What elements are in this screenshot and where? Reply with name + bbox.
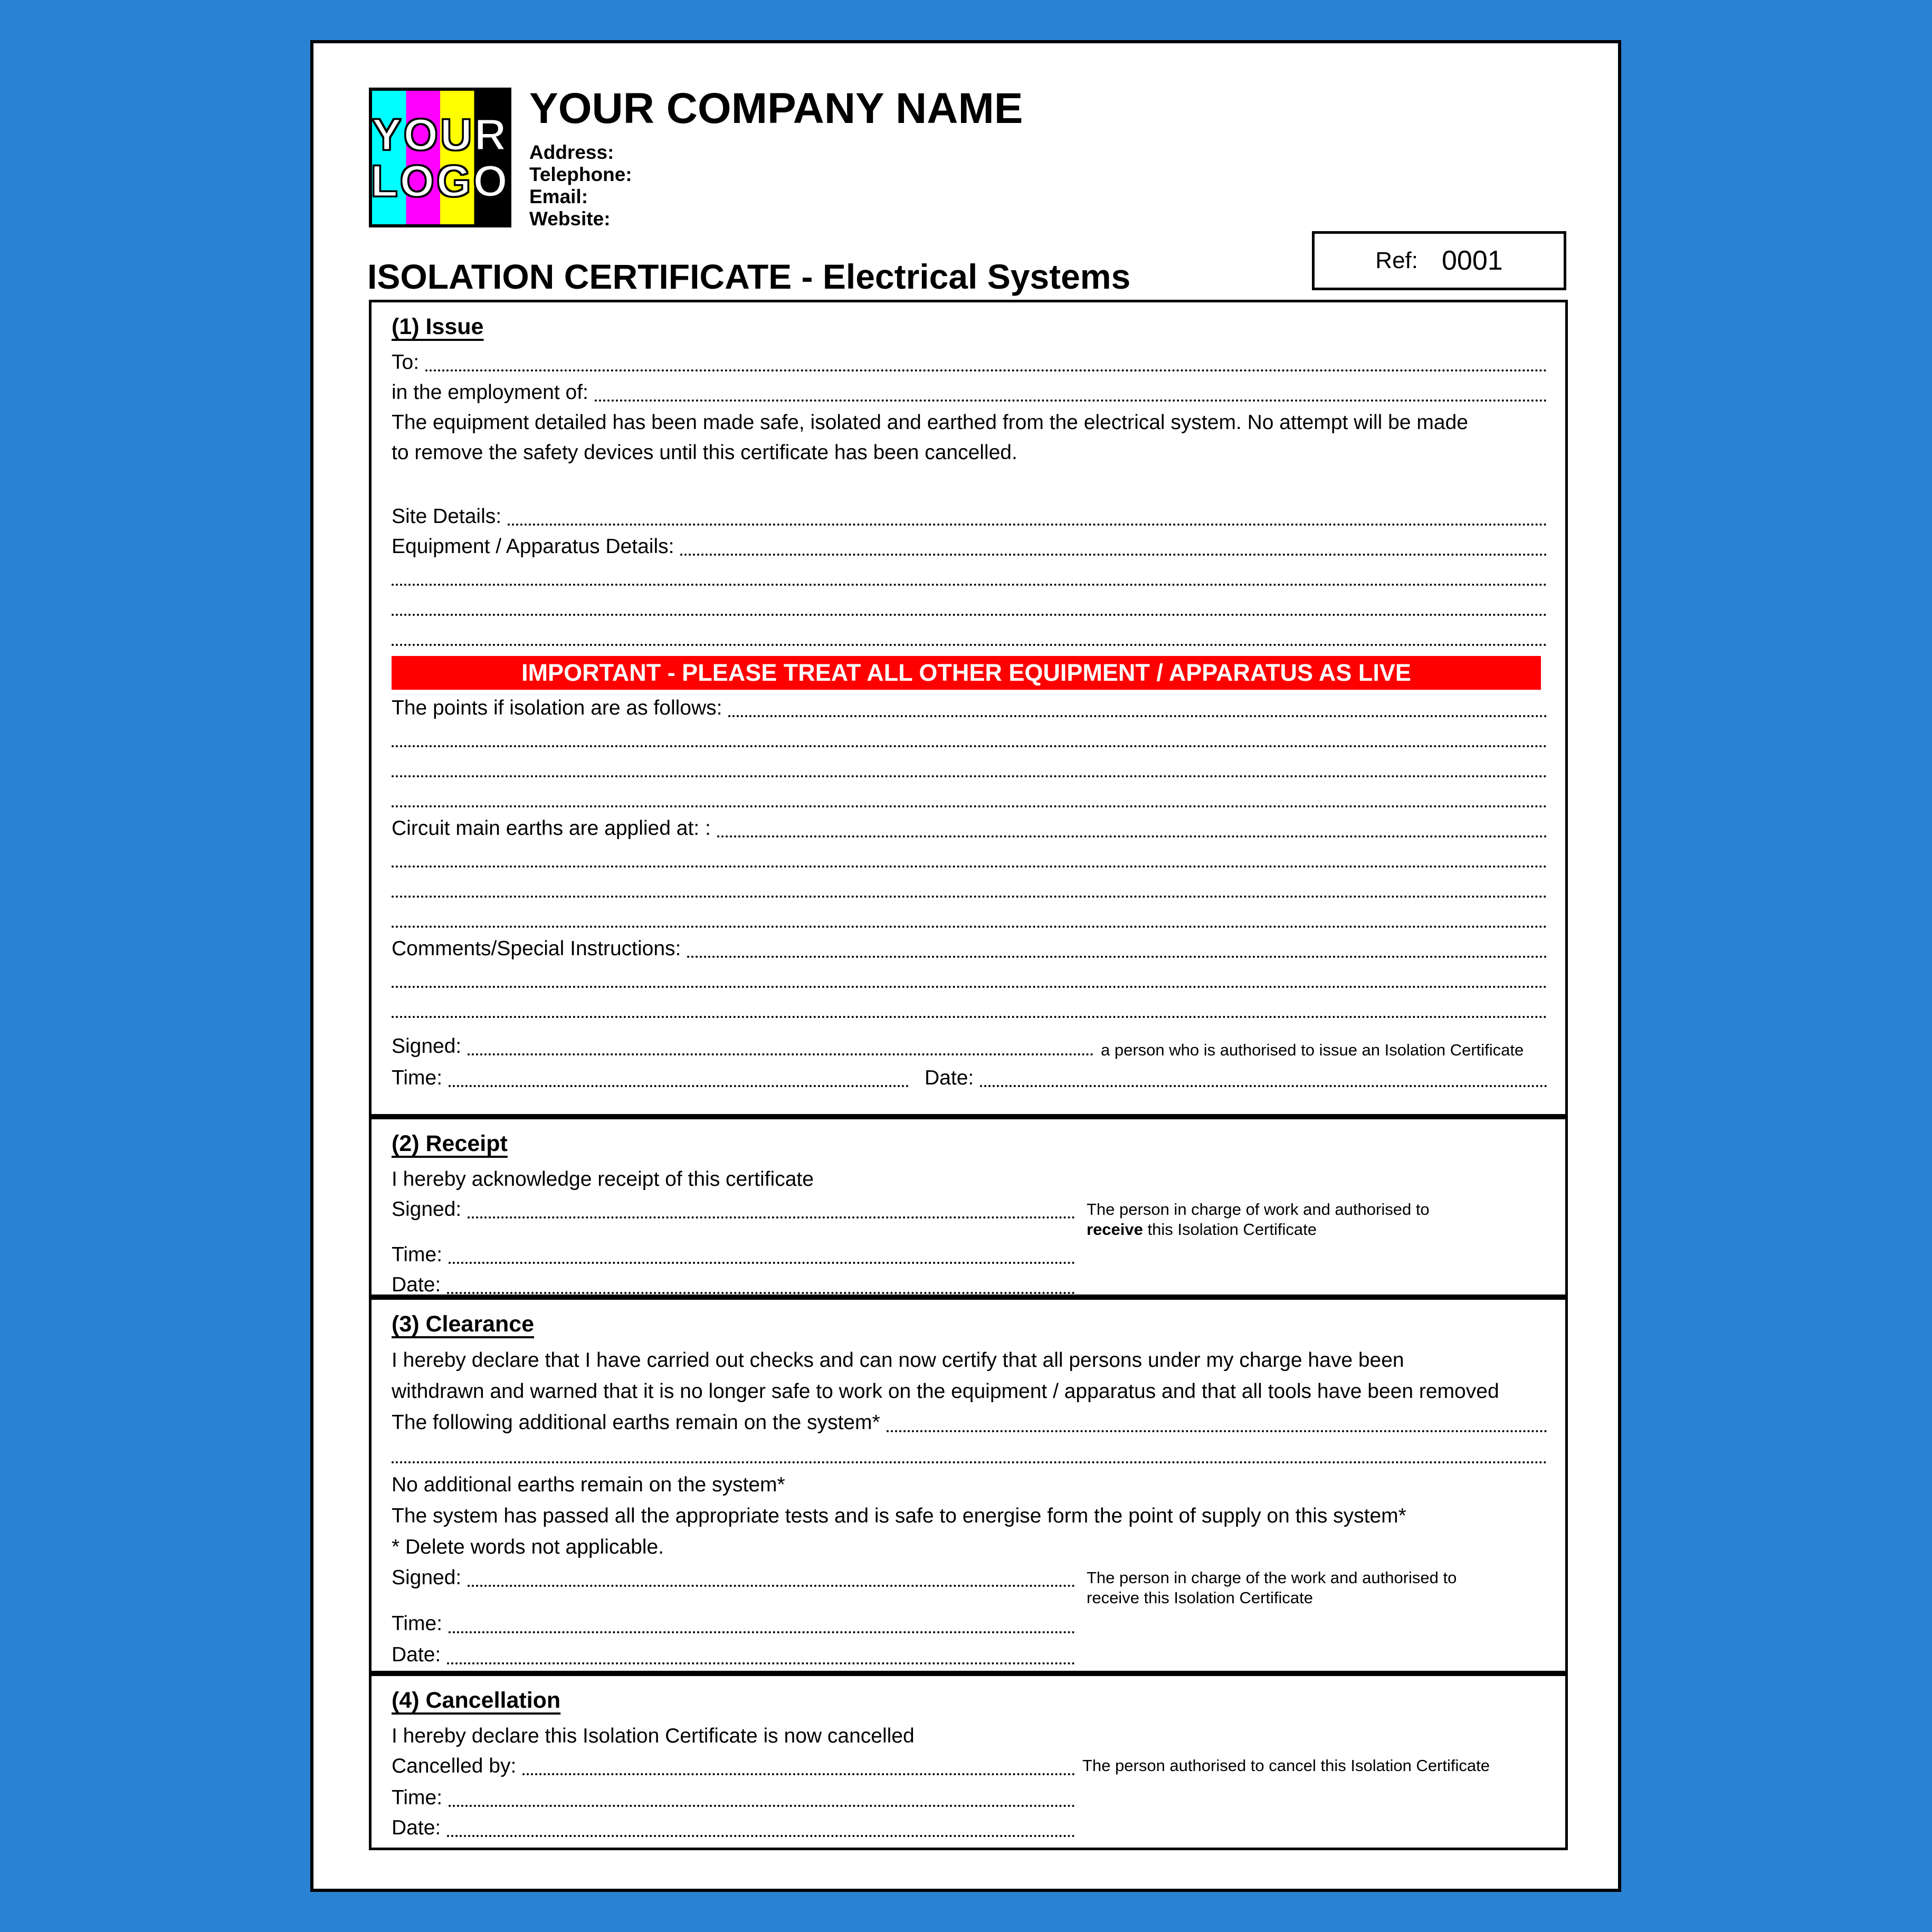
clearance-signed-main (392, 1563, 1075, 1593)
time-label: Time: (392, 1612, 443, 1635)
issue-time-main (392, 1063, 909, 1093)
section-cancellation-heading: (4) Cancellation (392, 1688, 561, 1713)
cancelled-by-main (392, 1751, 1075, 1781)
fill-line-row (392, 783, 1547, 813)
fill-line (392, 745, 1547, 747)
signed-label: Signed: (392, 1035, 462, 1058)
fill-line (392, 926, 1547, 928)
ref-box (1312, 231, 1566, 290)
clearance-signed-row (392, 1563, 1547, 1608)
time-label: Time: (392, 1786, 443, 1809)
isolation-points-row (392, 693, 1547, 723)
signed-fill-line (468, 1053, 1093, 1055)
time-label: Time: (392, 1243, 443, 1266)
fill-line-row (392, 964, 1547, 994)
fill-line (392, 1461, 1547, 1463)
comments-row (392, 934, 1547, 964)
clearance-time-main (392, 1608, 1075, 1639)
additional-earths-fill-line (887, 1430, 1547, 1432)
company-logo (369, 88, 511, 227)
cancelled-by-label: Cancelled by: (392, 1755, 517, 1777)
cancellation-date-main (392, 1813, 1075, 1843)
document-title: ISOLATION CERTIFICATE - Electrical Systems (367, 257, 1131, 296)
to-fill-line (425, 369, 1547, 372)
fill-line (392, 1016, 1547, 1018)
receipt-signed-row (392, 1194, 1547, 1240)
issue-signed-main (392, 1031, 1093, 1061)
receipt-signed-main (392, 1194, 1075, 1224)
fill-line (392, 805, 1547, 807)
equipment-details-row (392, 531, 1547, 561)
cancellation-time-row (392, 1783, 1547, 1813)
fill-line (392, 584, 1547, 586)
receipt-note-receive-bold: receive (1087, 1220, 1143, 1239)
issue-time-date-row (392, 1063, 1547, 1093)
fill-line-row (392, 843, 1547, 873)
receipt-note-rest: this Isolation Certificate (1143, 1220, 1317, 1239)
fill-line-row (392, 903, 1547, 934)
fill-line (392, 614, 1547, 616)
clearance-signed-note (1087, 1568, 1457, 1608)
company-contact-block (529, 141, 632, 230)
cancellation-time-main (392, 1783, 1075, 1813)
fill-line-row (392, 873, 1547, 903)
time-label: Time: (392, 1067, 443, 1089)
receipt-signed-note (1087, 1200, 1430, 1240)
signed-fill-line (468, 1585, 1075, 1587)
receipt-time-main (392, 1240, 1075, 1270)
fill-line-row (392, 561, 1547, 592)
date-label: Date: (392, 1273, 441, 1296)
additional-earths-label: The following additional earths remain on the system* (392, 1411, 880, 1434)
company-name: YOUR COMPANY NAME (529, 84, 1023, 132)
to-label: To: (392, 351, 420, 374)
website-label: Website: (529, 208, 611, 230)
time-fill-line (449, 1262, 1075, 1264)
clearance-date-row (392, 1639, 1547, 1670)
receipt-acknowledge-text: I hereby acknowledge receipt of this certificate (392, 1168, 814, 1191)
to-field-row (392, 347, 1547, 377)
time-fill-line (449, 1631, 1075, 1633)
employment-fill-line (595, 399, 1547, 402)
date-fill-line (447, 1662, 1075, 1664)
receipt-date-main (392, 1270, 1075, 1300)
fill-line-row (392, 592, 1547, 622)
fill-line (392, 986, 1547, 988)
no-additional-earths-text: No additional earths remain on the system* (392, 1473, 785, 1496)
signed-label: Signed: (392, 1198, 462, 1221)
section-receipt-heading: (2) Receipt (392, 1131, 508, 1156)
issue-signed-row (392, 1031, 1547, 1063)
section-cancellation (369, 1673, 1568, 1850)
issue-paragraph-line2: to remove the safety devices until this certificate has been cancelled. (392, 441, 1017, 464)
logo-text-your: YOUR (372, 109, 509, 159)
section-clearance (369, 1297, 1568, 1673)
date-label: Date: (392, 1643, 441, 1666)
comments-label: Comments/Special Instructions: (392, 937, 681, 960)
date-label: Date: (925, 1067, 974, 1089)
date-fill-line (980, 1085, 1547, 1087)
date-fill-line (447, 1292, 1075, 1294)
delete-words-note: * Delete words not applicable. (392, 1536, 664, 1558)
site-details-fill-line (508, 524, 1547, 526)
telephone-label: Telephone: (529, 164, 632, 185)
ref-label: Ref: (1375, 248, 1418, 273)
address-label: Address: (529, 141, 614, 163)
cancelled-by-row (392, 1751, 1547, 1783)
important-warning-banner: IMPORTANT - PLEASE TREAT ALL OTHER EQUIPMENT / APPARATUS AS LIVE (392, 656, 1541, 690)
circuit-earths-fill-line (717, 835, 1547, 837)
additional-earths-row (392, 1407, 1547, 1438)
signed-fill-line (468, 1216, 1075, 1219)
clearance-date-main (392, 1639, 1075, 1670)
receipt-time-row (392, 1240, 1547, 1270)
date-label: Date: (392, 1816, 441, 1839)
receipt-date-row (392, 1270, 1547, 1300)
section-receipt (369, 1117, 1568, 1297)
section-issue (369, 300, 1568, 1117)
certificate-page (310, 40, 1621, 1892)
time-fill-line (449, 1085, 909, 1087)
cancelled-by-fill-line (522, 1773, 1075, 1775)
fill-line (392, 775, 1547, 777)
time-fill-line (449, 1805, 1075, 1807)
site-details-label: Site Details: (392, 505, 502, 528)
cancellation-declaration-text: I hereby declare this Isolation Certificate is now cancelled (392, 1725, 915, 1747)
email-label: Email: (529, 186, 588, 207)
section-clearance-heading: (3) Clearance (392, 1311, 535, 1337)
clearance-declaration-line2: withdrawn and warned that it is no longer safe to work on the equipment / apparatus and that all tools have been removed (392, 1380, 1499, 1403)
fill-line-row (392, 622, 1547, 652)
signed-label: Signed: (392, 1566, 462, 1589)
employment-label: in the employment of: (392, 381, 588, 404)
issue-signed-note: a person who is authorised to issue an Isolation Certificate (1101, 1041, 1524, 1059)
issue-paragraph-line1: The equipment detailed has been made safe, isolated and earthed from the electrical system. No attempt will be made (392, 411, 1468, 434)
fill-line (392, 896, 1547, 898)
clearance-time-row (392, 1608, 1547, 1639)
fill-line (392, 865, 1547, 868)
clearance-declaration-line1: I hereby declare that I have carried out checks and can now certify that all persons under my charge have been (392, 1349, 1404, 1372)
spacer (392, 468, 1547, 501)
fill-line (392, 644, 1547, 646)
clearance-note-line2: receive this Isolation Certificate (1087, 1588, 1314, 1607)
logo-text-logo: LOGO (370, 156, 510, 206)
fill-line-row (392, 753, 1547, 783)
comments-fill-line (687, 956, 1547, 958)
fill-line-row (392, 723, 1547, 753)
equipment-details-label: Equipment / Apparatus Details: (392, 535, 674, 558)
fill-line-row (392, 1438, 1547, 1469)
section-issue-heading: (1) Issue (392, 314, 484, 339)
date-fill-line (447, 1835, 1075, 1837)
fill-line-row (392, 994, 1547, 1024)
system-passed-text: The system has passed all the appropriate tests and is safe to energise form the point of supply on this system* (392, 1505, 1406, 1527)
isolation-points-fill-line (728, 715, 1547, 717)
cancelled-by-note: The person authorised to cancel this Isolation Certificate (1082, 1756, 1490, 1775)
clearance-note-line1: The person in charge of the work and authorised to (1087, 1568, 1457, 1587)
employment-field-row (392, 377, 1547, 407)
circuit-earths-label: Circuit main earths are applied at: : (392, 817, 711, 840)
receipt-note-line1: The person in charge of work and authorised to (1087, 1200, 1430, 1219)
cancellation-date-row (392, 1813, 1547, 1843)
ref-value: 0001 (1442, 245, 1503, 276)
equipment-details-fill-line (680, 554, 1547, 556)
isolation-points-label: The points if isolation are as follows: (392, 697, 722, 719)
site-details-row (392, 501, 1547, 531)
circuit-earths-row (392, 813, 1547, 843)
